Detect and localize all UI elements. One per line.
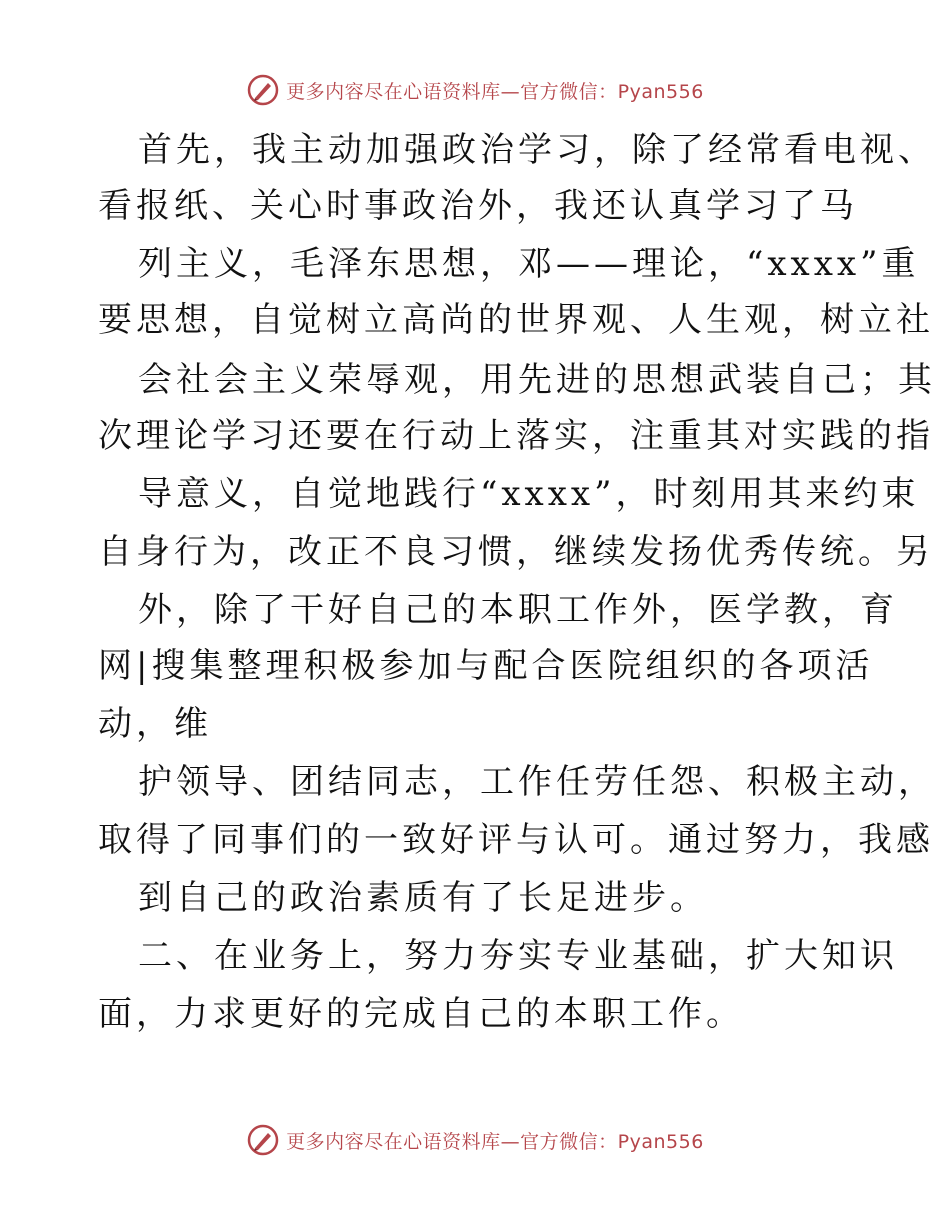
body-line: 要思想，自觉树立高尚的世界观、人生观，树立社 [98,300,934,340]
body-line: 动，维 [98,704,212,744]
body-line: 取得了同事们的一致好评与认可。通过努力，我感 [98,820,934,860]
body-line: 面，力求更好的完成自己的本职工作。 [98,994,744,1034]
body-line: 会社会主义荣辱观，用先进的思想武装自己；其 [138,360,936,400]
body-line: 自身行为，改正不良习惯，继续发扬优秀传统。另 [98,532,934,572]
footer-watermark [0,1120,950,1160]
body-line: 看报纸、关心时事政治外，我还认真学习了马 [98,186,858,226]
body-line: 网|搜集整理积极参加与配合医院组织的各项活 [98,646,874,686]
body-line: 二、在业务上，努力夯实专业基础，扩大知识 [138,936,898,976]
body-line: 护领导、团结同志，工作任劳任怨、积极主动， [138,762,936,802]
body-line: 到自己的政治素质有了长足进步。 [138,878,708,918]
body-line: 导意义，自觉地践行“xxxx”，时刻用其来约束 [138,474,920,514]
body-line: 首先，我主动加强政治学习，除了经常看电视、 [138,130,936,170]
body-line: 次理论学习还要在行动上落实，注重其对实践的指 [98,416,934,456]
body-line: 外，除了干好自己的本职工作外，医学教，育 [138,590,898,630]
watermark-text: 更多内容尽在心语资料库—官方微信：Pyan556 [286,1130,704,1153]
watermark-text: 更多内容尽在心语资料库—官方微信：Pyan556 [286,80,704,103]
body-line: 列主义，毛泽东思想，邓——理论，“xxxx”重 [138,244,920,284]
pen-logo-icon [246,1123,280,1157]
